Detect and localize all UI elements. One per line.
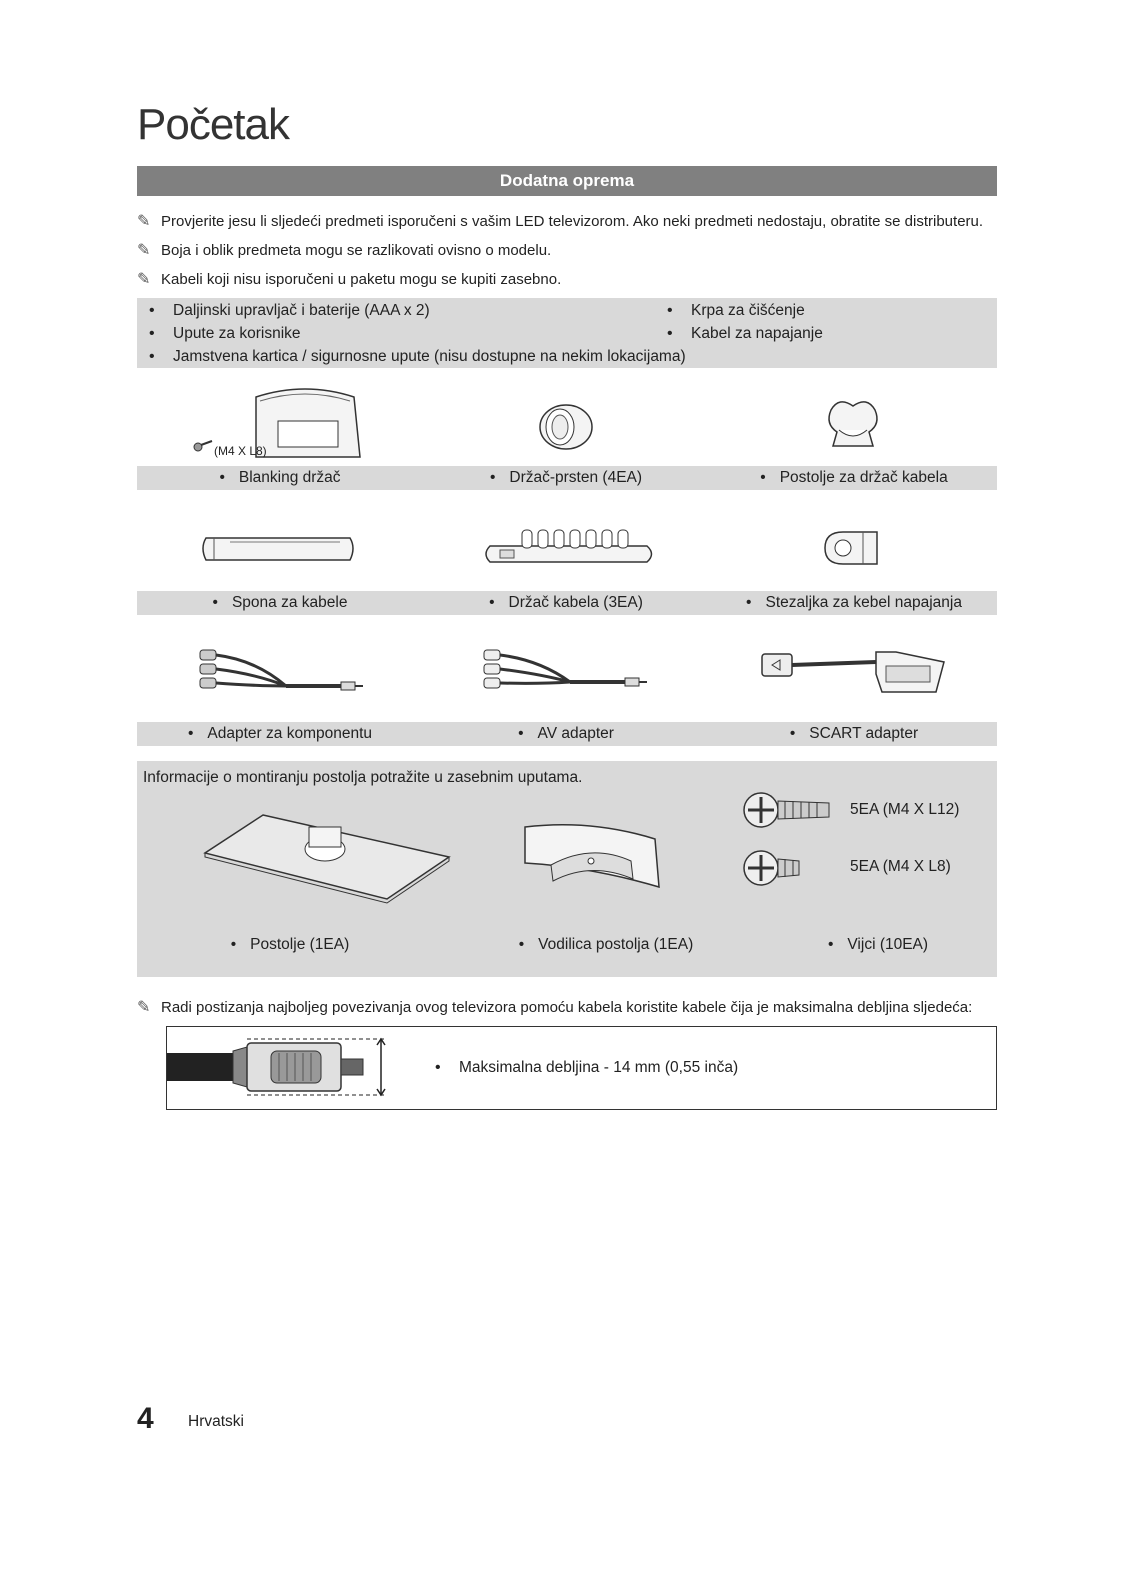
pencil-note-icon: ✎ (137, 999, 151, 1016)
cable-holder-illustration (482, 524, 657, 568)
stand-illustration (205, 813, 455, 903)
max-thickness-text: • Maksimalna debljina - 14 mm (0,55 inča) (435, 1059, 738, 1077)
power-cable-clamp-illustration (823, 528, 885, 568)
accessory-label: • AV adapter (423, 722, 709, 746)
accessory-label: • Adapter za komponentu (137, 722, 423, 746)
scart-adapter-illustration (758, 644, 948, 702)
pencil-note-icon: ✎ (137, 242, 151, 259)
accessory-row-1 (137, 466, 997, 490)
component-adapter-illustration (196, 646, 366, 698)
holder-ring-illustration (538, 402, 598, 452)
stand-info-text: Informacije o montiranju postolja potražite u zasebnim uputama. (143, 769, 583, 786)
accessory-label: • SCART adapter (711, 722, 997, 746)
section-title: Dodatna oprema (137, 166, 997, 196)
hdmi-cable-illustration (167, 1035, 397, 1099)
list-item: • Kabel za napajanje (667, 325, 823, 343)
page-title: Početak (137, 100, 289, 149)
cable-thickness-box (166, 1026, 997, 1110)
stand-guide-illustration (521, 821, 661, 891)
pencil-note-icon: ✎ (137, 271, 151, 288)
screw-label: 5EA (M4 X L8) (850, 858, 951, 875)
list-item: • Upute za korisnike (149, 325, 301, 343)
cable-tie-illustration (200, 532, 360, 566)
stand-items-box (137, 761, 997, 977)
screw-size-label: (M4 X L8) (214, 444, 267, 458)
accessory-label: • Stezaljka za kebel napajanja (711, 591, 997, 615)
note-text: Boja i oblik predmeta mogu se razlikovati ovisno o modelu. (161, 242, 552, 259)
list-item: • Daljinski upravljač i baterije (AAA x 2) (149, 302, 430, 320)
footer-language: Hrvatski (188, 1413, 244, 1430)
note-text: Radi postizanja najboljeg povezivanja ovog televizora pomoću kabela koristite kabele čija je maksimalna debljina sljedeća: (161, 999, 973, 1016)
note-2 (137, 240, 551, 260)
page-number: 4 (137, 1402, 154, 1435)
cable-note (137, 997, 972, 1017)
note-3 (137, 269, 561, 289)
list-item: • Jamstvena kartica / sigurnosne upute (nisu dostupne na nekim lokacijama) (149, 348, 686, 366)
accessory-row-2 (137, 591, 997, 615)
accessory-label: • Vodilica postolja (1EA) (463, 933, 749, 957)
pencil-note-icon: ✎ (137, 213, 151, 230)
note-text: Kabeli koji nisu isporučeni u paketu mogu se kupiti zasebno. (161, 271, 562, 288)
note-1 (137, 211, 983, 231)
accessory-label: • Blanking držač (137, 466, 423, 490)
screw-m4-l8-illustration (743, 847, 803, 889)
screw-label: 5EA (M4 X L12) (850, 801, 960, 818)
accessory-row-3 (137, 722, 997, 746)
accessory-label: • Držač kabela (3EA) (423, 591, 709, 615)
accessory-label: • Postolje (1EA) (147, 933, 433, 957)
accessory-label: • Vijci (10EA) (735, 933, 1021, 957)
accessory-label: • Spona za kabele (137, 591, 423, 615)
cable-holder-stand-illustration (825, 398, 885, 450)
list-item: • Krpa za čišćenje (667, 302, 805, 320)
accessory-label: • Postolje za držač kabela (711, 466, 997, 490)
note-text: Provjerite jesu li sljedeći predmeti isporučeni s vašim LED televizorom. Ako neki predmeti nedostaju, obratite se distributeru. (161, 213, 984, 230)
av-adapter-illustration (480, 646, 650, 698)
included-items-box (137, 298, 997, 368)
screw-m4-l12-illustration (743, 789, 833, 831)
accessory-label: • Držač-prsten (4EA) (423, 466, 709, 490)
